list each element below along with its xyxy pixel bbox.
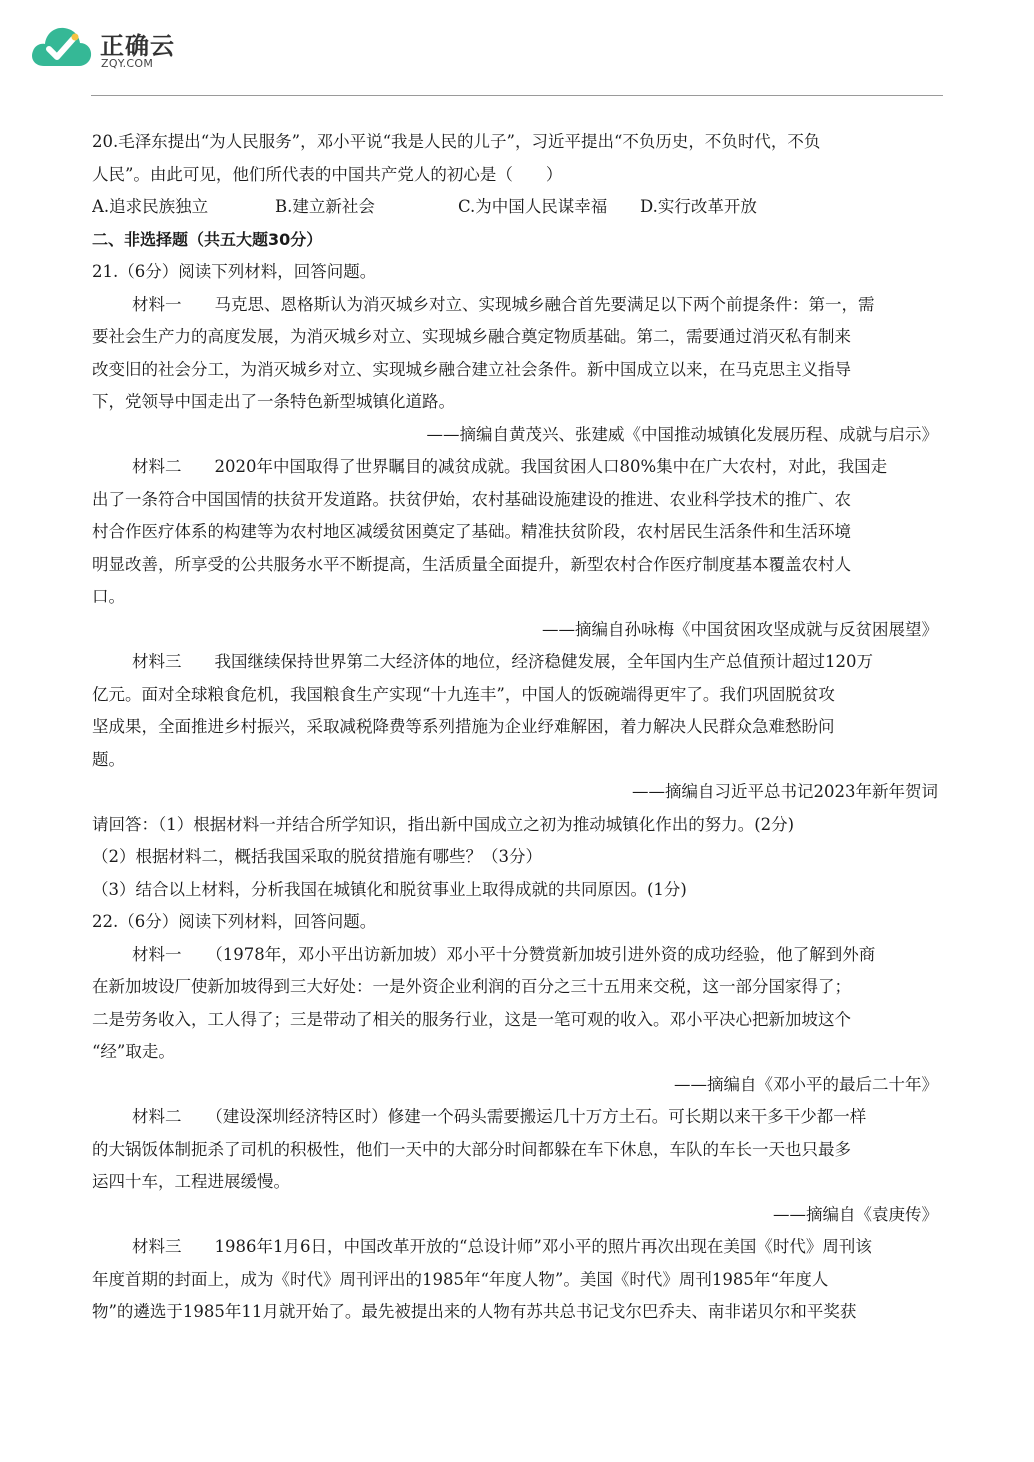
q20-stem-line-2: 人民”。由此可见，他们所代表的中国共产党人的初心是（ ） [92, 164, 563, 184]
q22-material-1-line: 在新加坡设厂使新加坡得到三大好处：一是外资企业利润的百分之三十五用来交税，这一部分国家得了； [92, 977, 851, 996]
q22-stem: 22.（6分）阅读下列材料，回答问题。 [92, 912, 377, 931]
document-body [92, 126, 942, 1329]
q22-material-1-line: “经”取走。 [92, 1042, 175, 1061]
page-header [0, 0, 1034, 96]
q21-material-2-line: 出了一条符合中国国情的扶贫开发道路。扶贫伊始，农村基础设施建设的推进、农业科学技术的推广、农 [92, 489, 851, 509]
q21-material-1-line: 材料一 马克思、恩格斯认为消灭城乡对立、实现城乡融合首先要满足以下两个前提条件：第一，需 [132, 294, 875, 314]
q21-material-1-line: 要社会生产力的高度发展，为消灭城乡对立、实现城乡融合奠定物质基础。第二，需要通过消灭私有制来 [92, 327, 851, 346]
q22-material-1-source: ——摘编自《邓小平的最后二十年》 [674, 1074, 938, 1094]
q22-material-1-line: 二是劳务收入，工人得了；三是带动了相关的服务行业，这是一笔可观的收入。邓小平决心把新加坡这个 [92, 1009, 851, 1029]
q22-material-2-line: 的大锅饭体制扼杀了司机的积极性，他们一天中的大部分时间都躲在车下休息，车队的车长一天也只最多 [92, 1139, 851, 1159]
q21-material-2-line: 村合作医疗体系的构建等为农村地区减缓贫困奠定了基础。精准扶贫阶段，农村居民生活条件和生活环境 [92, 522, 851, 541]
brand-name: 正确云 [100, 32, 175, 60]
q21-question-1: 请回答：（1）根据材料一并结合所学知识，指出新中国成立之初为推动城镇化作出的努力。(2分) [92, 814, 795, 834]
q21-material-2-source: ——摘编自孙咏梅《中国贫困攻坚成就与反贫困展望》 [542, 619, 938, 639]
q21-material-1-line: 下，党领导中国走出了一条特色新型城镇化道路。 [92, 392, 455, 411]
q22-material-2-line: 运四十车，工程进展缓慢。 [92, 1172, 290, 1191]
q22-material-3-line: 材料三 1986年1月6日，中国改革开放的“总设计师”邓小平的照片再次出现在美国《时代》周刊该 [132, 1237, 872, 1256]
q21-material-2-line: 口。 [92, 587, 125, 606]
q21-material-2-line: 材料二 2020年中国取得了世界瞩目的减贫成就。我国贫困人口80%集中在广大农村，对此，我国走 [132, 457, 888, 476]
q21-material-1-line: 改变旧的社会分工，为消灭城乡对立、实现城乡融合建立社会条件。新中国成立以来，在马克思主义指导 [92, 359, 851, 379]
q21-material-3-line: 材料三 我国继续保持世界第二大经济体的地位，经济稳健发展，全年国内生产总值预计超过120万 [132, 652, 873, 671]
section-title: 二、非选择题（共五大题30分） [92, 229, 323, 249]
q22-material-2-source: ——摘编自《袁庚传》 [773, 1204, 938, 1224]
q21-material-3-line: 坚成果，全面推进乡村振兴，采取减税降费等系列措施为企业纾难解困，着力解决人民群众急难愁盼问 [92, 717, 835, 736]
q20-stem-line-1: 20.毛泽东提出“为人民服务”，邓小平说“我是人民的儿子”，习近平提出“不负历史，不负时代，不负 [92, 132, 821, 151]
q21-material-3-line: 题。 [92, 749, 125, 769]
q21-material-1-source: ——摘编自黄茂兴、张建威《中国推动城镇化发展历程、成就与启示》 [426, 424, 938, 444]
q22-material-3-line: 年度首期的封面上，成为《时代》周刊评出的1985年“年度人物”。美国《时代》周刊1985年“年度人 [92, 1269, 829, 1289]
q20-option-a: A.追求民族独立 [92, 197, 209, 216]
q20-option-c: C.为中国人民谋幸福 [458, 197, 608, 216]
q21-question-2: （2）根据材料二，概括我国采取的脱贫措施有哪些？（3分） [92, 847, 542, 866]
q22-material-3-line: 物”的遴选于1985年11月就开始了。最先被提出来的人物有苏共总书记戈尔巴乔夫、南非诺贝尔和平奖获 [92, 1302, 857, 1321]
q20-option-d: D.实行改革开放 [640, 197, 757, 216]
q22-material-2-line: 材料二 （建设深圳经济特区时）修建一个码头需要搬运几十万方土石。可长期以来干多干少都一样 [132, 1107, 867, 1126]
q21-stem: 21.（6分）阅读下列材料，回答问题。 [92, 262, 377, 281]
q20-option-b: B.建立新社会 [275, 197, 375, 216]
q22-material-1-line: 材料一 （1978年，邓小平出访新加坡）邓小平十分赞赏新加坡引进外资的成功经验，他了解到外商 [132, 944, 876, 964]
cloud-check-logo-icon [30, 22, 92, 72]
q21-material-3-line: 亿元。面对全球粮食危机，我国粮食生产实现“十九连丰”，中国人的饭碗端得更牢了。我们巩固脱贫攻 [92, 684, 835, 704]
brand-domain: ZQY.COM [101, 57, 154, 70]
q21-material-2-line: 明显改善，所享受的公共服务水平不断提高，生活质量全面提升，新型农村合作医疗制度基本覆盖农村人 [92, 554, 851, 574]
q20-options [92, 191, 942, 224]
q21-question-3: （3）结合以上材料，分析我国在城镇化和脱贫事业上取得成就的共同原因。(1分) [92, 879, 687, 899]
q21-material-3-source: ——摘编自习近平总书记2023年新年贺词 [632, 782, 938, 801]
header-divider [91, 95, 943, 96]
